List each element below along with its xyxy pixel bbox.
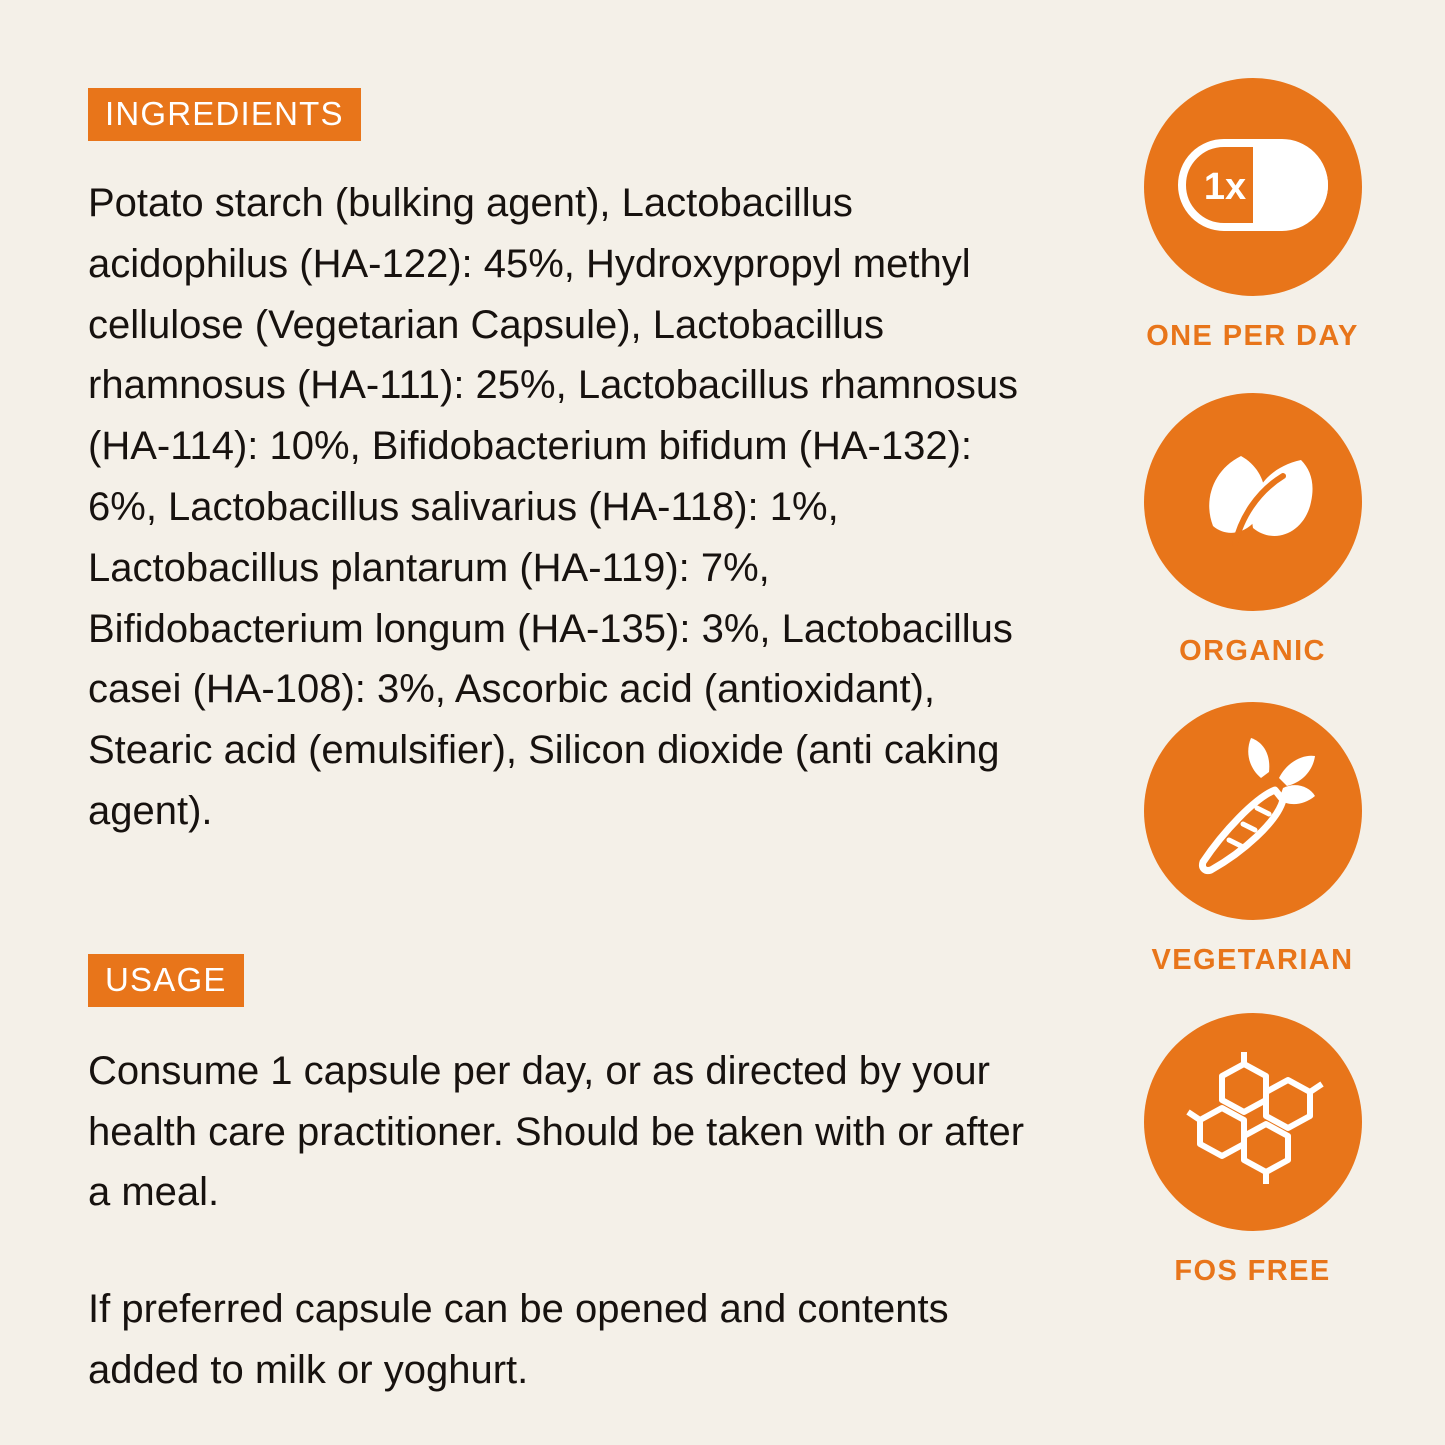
badge-circle <box>1144 702 1362 920</box>
usage-paragraph-2: If preferred capsule can be opened and contents added to milk or yoghurt. <box>88 1287 949 1392</box>
badge-fos-free <box>1144 1013 1362 1288</box>
ingredients-heading: INGREDIENTS <box>88 88 361 141</box>
badge-label-organic: ORGANIC <box>1179 635 1326 667</box>
badge-vegetarian <box>1144 702 1362 977</box>
svg-text:1x: 1x <box>1203 165 1246 208</box>
badge-column <box>1060 0 1445 1445</box>
usage-section <box>88 954 1060 1401</box>
ingredients-text: Potato starch (bulking agent), Lactobacillus acidophilus (HA-122): 45%, Hydroxypropyl methyl cellulose (Vegetarian Capsule), Lactobacillus rhamnosus (HA-111): 25%, Lactobacillus rhamnosus (HA-114): 10%, Bifidobacterium bifidum (HA-132): 6%, Lactobacillus salivarius (HA-118): 1%, Lactobacillus plantarum (HA-119): 7%, Bifidobacterium longum (HA-135): 3%, Lactobacillus casei (HA-108): 3%, Ascorbic acid (antioxidant), Stearic acid (emulsifier), Silicon dioxide (anti caking agent). <box>88 181 1019 833</box>
badge-circle <box>1144 1013 1362 1231</box>
usage-heading: USAGE <box>88 954 244 1007</box>
badge-label-vegetarian: VEGETARIAN <box>1151 944 1354 976</box>
usage-paragraph-1: Consume 1 capsule per day, or as directed by your health care practitioner. Should be taken with or after a meal. <box>88 1048 1025 1215</box>
badge-circle <box>1144 393 1362 611</box>
badge-label-fos-free: FOS FREE <box>1174 1255 1331 1287</box>
ingredients-section <box>88 88 1060 842</box>
capsule-icon <box>1178 139 1328 236</box>
badge-label-one-per-day: ONE PER DAY <box>1146 320 1359 352</box>
molecule-icon <box>1178 1050 1328 1195</box>
leaves-icon <box>1183 440 1323 565</box>
badge-circle <box>1144 78 1362 296</box>
carrot-icon <box>1183 734 1323 889</box>
badge-one-per-day <box>1144 78 1362 353</box>
badge-organic <box>1144 393 1362 668</box>
